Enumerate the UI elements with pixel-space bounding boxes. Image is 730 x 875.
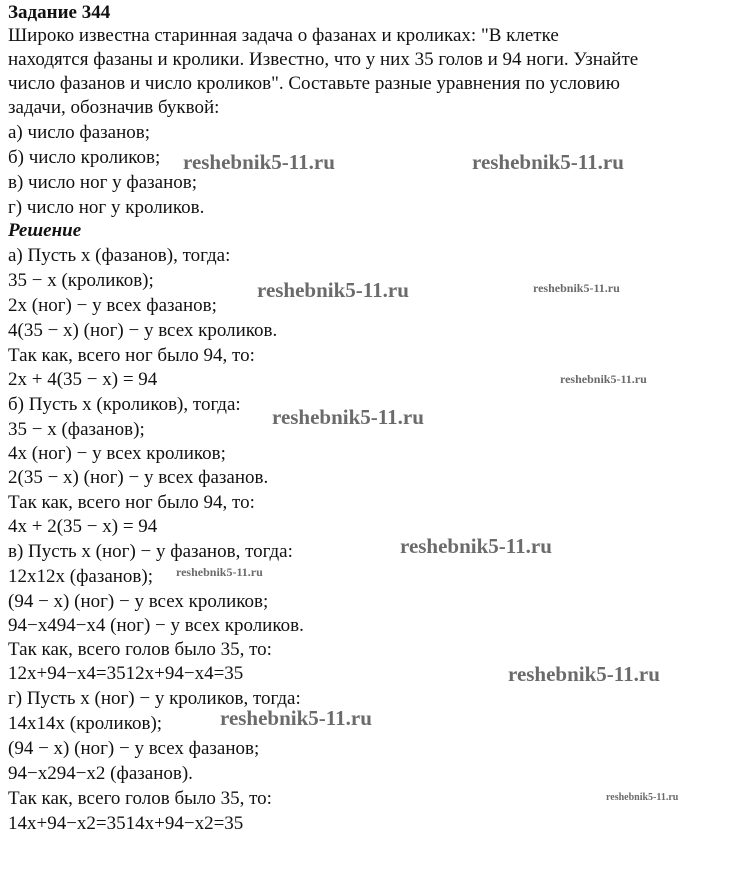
solution-line: 94−x494−x4 (ног) − у всех кроликов. xyxy=(8,615,304,636)
solution-line: 35 − x (кроликов); xyxy=(8,270,154,291)
option-a: а) число фазанов; xyxy=(8,122,150,143)
solution-line: 14x14x (кроликов); xyxy=(8,713,163,734)
solution-line: 4x (ног) − у всех кроликов; xyxy=(8,443,226,464)
watermark: reshebnik5-11.ru xyxy=(220,706,372,730)
watermark: reshebnik5-11.ru xyxy=(176,565,263,579)
solution-heading: Решение xyxy=(8,220,82,241)
watermark: reshebnik5-11.ru xyxy=(183,150,335,174)
watermark: reshebnik5-11.ru xyxy=(508,662,660,686)
watermark: reshebnik5-11.ru xyxy=(400,534,552,558)
solution-line: 94−x294−x2 (фазанов). xyxy=(8,763,193,784)
watermark: reshebnik5-11.ru xyxy=(257,278,409,302)
equation-d: 14x+94−x2=3514x+94−x2=35 xyxy=(8,813,244,834)
equation-c: 12x+94−x4=3512x+94−x4=35 xyxy=(8,663,244,684)
equation-a: 2x + 4(35 − x) = 94 xyxy=(8,369,158,390)
problem-line-1: Широко известна старинная задача о фазанах и кроликах: "В клетке xyxy=(8,25,559,46)
watermark: reshebnik5-11.ru xyxy=(606,792,679,803)
watermark: reshebnik5-11.ru xyxy=(472,150,624,174)
watermark: reshebnik5-11.ru xyxy=(272,405,424,429)
solution-line: 2x (ног) − у всех фазанов; xyxy=(8,295,217,316)
solution-line: 4(35 − x) (ног) − у всех кроликов. xyxy=(8,320,278,341)
solution-line: 35 − x (фазанов); xyxy=(8,419,145,440)
watermark: reshebnik5-11.ru xyxy=(560,372,647,386)
solution-line: в) Пусть x (ног) − у фазанов, тогда: xyxy=(8,541,293,562)
problem-line-4: задачи, обозначив буквой: xyxy=(8,97,220,118)
option-d: г) число ног у кроликов. xyxy=(8,197,205,218)
watermark: reshebnik5-11.ru xyxy=(533,281,620,295)
solution-line: (94 − x) (ног) − у всех фазанов; xyxy=(8,738,260,759)
task-title: Задание 344 xyxy=(8,2,111,23)
solution-line: Так как, всего ног было 94, то: xyxy=(8,492,255,513)
solution-line: Так как, всего ног было 94, то: xyxy=(8,345,255,366)
solution-line: (94 − x) (ног) − у всех кроликов; xyxy=(8,591,269,612)
solution-line: б) Пусть x (кроликов), тогда: xyxy=(8,394,241,415)
solution-line: 12x12x (фазанов); xyxy=(8,566,154,587)
solution-line: а) Пусть x (фазанов), тогда: xyxy=(8,245,231,266)
solution-line: 2(35 − x) (ног) − у всех фазанов. xyxy=(8,467,269,488)
solution-line: Так как, всего голов было 35, то: xyxy=(8,639,272,660)
equation-b: 4x + 2(35 − x) = 94 xyxy=(8,516,158,537)
problem-line-2: находятся фазаны и кролики. Известно, что у них 35 голов и 94 ноги. Узнайте xyxy=(8,49,639,70)
problem-line-3: число фазанов и число кроликов". Составьте разные уравнения по условию xyxy=(8,73,620,94)
option-c: в) число ног у фазанов; xyxy=(8,172,197,193)
option-b: б) число кроликов; xyxy=(8,147,161,168)
solution-line: Так как, всего голов было 35, то: xyxy=(8,788,272,809)
solution-line: г) Пусть x (ног) − у кроликов, тогда: xyxy=(8,688,301,709)
